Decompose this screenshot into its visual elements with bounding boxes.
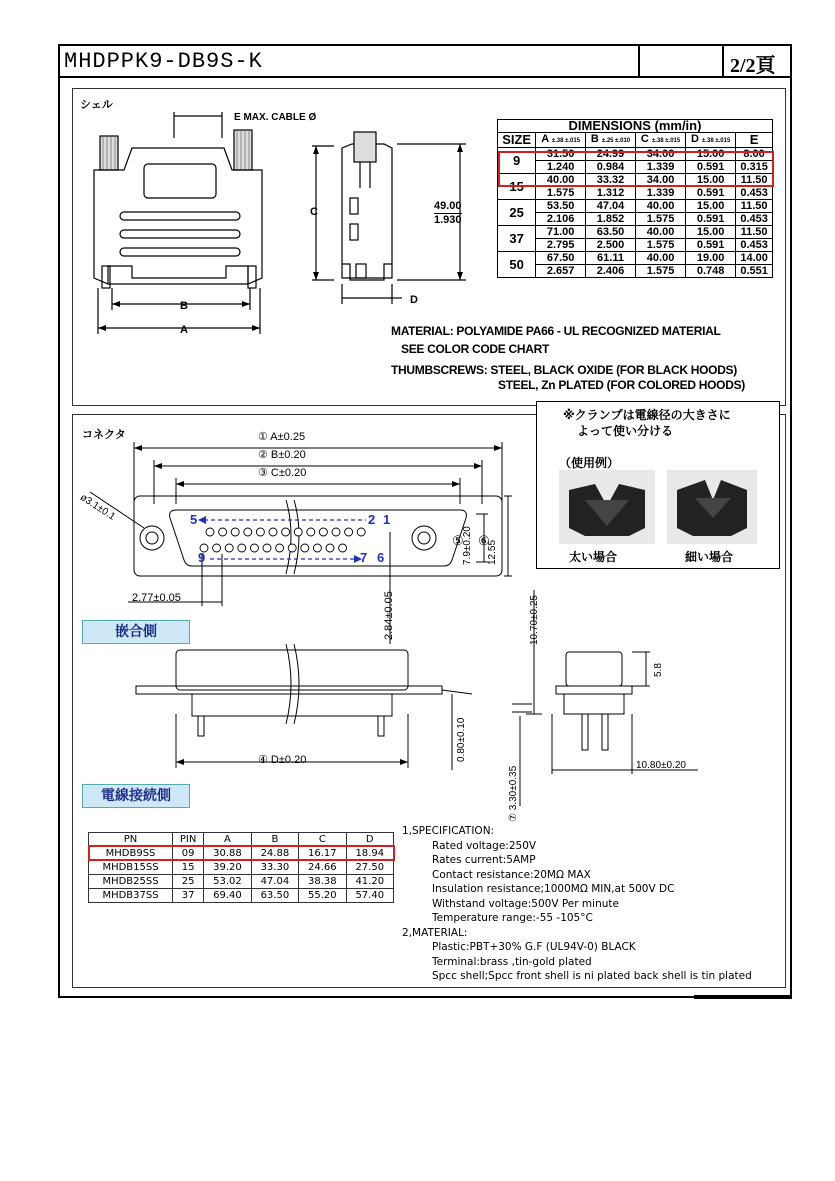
pin-hole bbox=[206, 528, 214, 536]
dim-cell: 34.00 bbox=[636, 148, 686, 161]
material-text: MATERIAL: POLYAMIDE PA66 - UL RECOGNIZED MATERIAL bbox=[391, 324, 721, 338]
pin-hole bbox=[244, 528, 252, 536]
dim-cell: 15.00 bbox=[686, 174, 736, 187]
clamp-thin: 細い場合 bbox=[685, 550, 734, 564]
table-row bbox=[89, 861, 394, 875]
pn-cell: MHDB15SS bbox=[89, 861, 173, 875]
dim-cell: 0.315 bbox=[736, 161, 773, 174]
pn-cell: 53.02 bbox=[204, 875, 251, 889]
pin-hole bbox=[238, 544, 246, 552]
pn-cell: 38.38 bbox=[299, 875, 346, 889]
size-cell: 37 bbox=[498, 226, 536, 252]
dim-b: ② B±0.20 bbox=[258, 449, 306, 461]
pn-cell: 33.30 bbox=[251, 861, 298, 875]
dim-cell: 40.00 bbox=[636, 226, 686, 239]
page-number: 2/2頁 bbox=[730, 55, 776, 77]
dim-a: ① A±0.25 bbox=[258, 431, 306, 443]
dim-row-mm bbox=[498, 200, 773, 213]
dim-c: ③ C±0.20 bbox=[258, 467, 307, 479]
material-heading: 2,MATERIAL: bbox=[402, 926, 468, 939]
pn-cell: 18.94 bbox=[346, 847, 393, 861]
pn-cell: MHDB25SS bbox=[89, 875, 173, 889]
dim-cell: 1.575 bbox=[636, 239, 686, 252]
size-cell: 9 bbox=[498, 148, 536, 174]
pn-cell: 57.40 bbox=[346, 889, 393, 903]
dim-cell: 1.575 bbox=[636, 265, 686, 278]
dim-cell: 2.500 bbox=[585, 239, 635, 252]
dim-1070: 10.70±0.25 bbox=[529, 595, 540, 645]
clamp-usage: （使用例） bbox=[559, 456, 620, 470]
dim-79: 7.9±0.20 bbox=[462, 526, 473, 565]
pin-hole bbox=[231, 528, 239, 536]
dim-row-in bbox=[498, 187, 773, 200]
pn-cell: 15 bbox=[173, 861, 204, 875]
dim-cell: 2.795 bbox=[536, 239, 586, 252]
pin-hole bbox=[263, 544, 271, 552]
dim-cell: 67.50 bbox=[536, 252, 586, 265]
pn-header: PIN bbox=[173, 833, 204, 847]
pin-hole bbox=[282, 528, 290, 536]
pn-cell: 55.20 bbox=[299, 889, 346, 903]
pin-hole bbox=[288, 544, 296, 552]
pin-label-2: 2 bbox=[368, 512, 376, 527]
dim-cell: 40.00 bbox=[636, 200, 686, 213]
pn-cell: 25 bbox=[173, 875, 204, 889]
dim-cell: 11.50 bbox=[736, 200, 773, 213]
dim-cell: 53.50 bbox=[536, 200, 586, 213]
dim-cell: 0.591 bbox=[686, 213, 736, 226]
dim-cell: 1.339 bbox=[636, 161, 686, 174]
dim-cell: 31.50 bbox=[536, 148, 586, 161]
dim-cell: 34.00 bbox=[636, 174, 686, 187]
dim-cell: 15.00 bbox=[686, 148, 736, 161]
pn-header: A bbox=[204, 833, 251, 847]
dimensions-table: DIMENSIONS (mm/in) SIZE A ±.38 ±.015 B ±.25 ±.010 C ±.38 ±.015 D ±.38 ±.015 E 9 31.50 24.99 34.00 15.00 8.00 1.240 0.984 1.339 0.591 0.315 15 40.00 33.32 34.00 15.00 11.50 1.575 1.312 1.339 0.591 0.453 25 53.50 47.04 40.00 15.00 11.50 2.106 1.852 1.575 0.591 0.453 37 71.00 63.50 40.00 15.00 11.50 2.795 2.500 1.575 0.591 0.453 50 67.50 61.11 40.00 19.00 14.00 2.657 2.406 1.575 0.748 0.551 bbox=[497, 119, 773, 278]
pin-hole bbox=[276, 544, 284, 552]
pin-label-9: 9 bbox=[198, 550, 206, 565]
pn-cell: 24.88 bbox=[251, 847, 298, 861]
dim-330: ⑦ 3.30±0.35 bbox=[508, 765, 519, 822]
highlight-mhdb9ss bbox=[88, 845, 395, 861]
mating-side-label: 嵌合側 bbox=[82, 620, 190, 644]
dim-1255: 12.55 bbox=[487, 539, 498, 565]
dim-cell: 2.106 bbox=[536, 213, 586, 226]
b-label: B bbox=[180, 300, 188, 312]
clamp-note-2: よって使い分ける bbox=[577, 424, 674, 438]
shell-label: シェル bbox=[80, 98, 113, 111]
dim-cell: 63.50 bbox=[585, 226, 635, 239]
pin-hole bbox=[256, 528, 264, 536]
dim-row-in bbox=[498, 265, 773, 278]
dim-row-in bbox=[498, 213, 773, 226]
color-code-text: SEE COLOR CODE CHART bbox=[401, 342, 550, 356]
dim-cell: 19.00 bbox=[686, 252, 736, 265]
spec-line: Rated voltage:250V bbox=[432, 839, 537, 852]
pin-hole bbox=[326, 544, 334, 552]
pn-cell: 69.40 bbox=[204, 889, 251, 903]
pin-hole bbox=[307, 528, 315, 536]
dim-cell: 33.32 bbox=[585, 174, 635, 187]
dim-cell: 0.591 bbox=[686, 239, 736, 252]
connector-label: コネクタ bbox=[82, 428, 126, 441]
dim-cell: 15.00 bbox=[686, 200, 736, 213]
document-title: MHDPPK9-DB9S-K bbox=[64, 49, 263, 74]
dim-row-mm bbox=[498, 252, 773, 265]
pin-hole bbox=[294, 528, 302, 536]
dim-cell: 61.11 bbox=[585, 252, 635, 265]
dim-cell: 1.312 bbox=[585, 187, 635, 200]
pn-cell: MHDB37SS bbox=[89, 889, 173, 903]
c-label: C bbox=[310, 206, 318, 218]
pin-hole bbox=[319, 528, 327, 536]
pin-label-1: 1 bbox=[383, 512, 391, 527]
dim-cell: 0.551 bbox=[736, 265, 773, 278]
size-cell: 25 bbox=[498, 200, 536, 226]
pn-header: B bbox=[251, 833, 298, 847]
dim-5: ⑤ bbox=[452, 533, 464, 548]
dim-cell: 0.453 bbox=[736, 239, 773, 252]
dim-cell: 11.50 bbox=[736, 174, 773, 187]
dim-cell: 0.984 bbox=[585, 161, 635, 174]
dim-cell: 40.00 bbox=[536, 174, 586, 187]
pn-header: D bbox=[346, 833, 393, 847]
dim-cell: 0.453 bbox=[736, 213, 773, 226]
dim-080: 0.80±0.10 bbox=[456, 717, 467, 762]
pn-cell: 16.17 bbox=[299, 847, 346, 861]
pin-hole bbox=[357, 528, 365, 536]
clamp-note-1: ※クランプは電線径の大きさに bbox=[563, 408, 731, 422]
dim-cell: 1.575 bbox=[536, 187, 586, 200]
thumbscrews-text-2: STEEL, Zn PLATED (FOR COLORED HOODS) bbox=[498, 378, 745, 392]
material-line: Terminal:brass ,tin-gold plated bbox=[432, 955, 592, 968]
dim-1080: 10.80±0.20 bbox=[636, 760, 686, 771]
dim-cell: 15.00 bbox=[686, 226, 736, 239]
pn-header: C bbox=[299, 833, 346, 847]
pin-hole bbox=[339, 544, 347, 552]
pin-hole bbox=[219, 528, 227, 536]
dim-d: ④ D±0.20 bbox=[258, 754, 307, 766]
title-bar bbox=[58, 44, 792, 78]
dim-row: 2.84±0.05 bbox=[383, 591, 395, 640]
pin-hole bbox=[345, 528, 353, 536]
pn-cell: 39.20 bbox=[204, 861, 251, 875]
dim-cell: 40.00 bbox=[636, 252, 686, 265]
dim-6: ⑥ bbox=[478, 533, 490, 548]
spec-line: Temperature range:-55 -105°C bbox=[432, 912, 593, 924]
dim-58: 5.8 bbox=[653, 663, 664, 677]
a-label: A bbox=[180, 324, 188, 336]
pin-hole bbox=[313, 544, 321, 552]
dim-cell: 1.852 bbox=[585, 213, 635, 226]
height-mm: 49.00 bbox=[434, 200, 462, 212]
pn-table bbox=[88, 832, 394, 903]
col-e: E bbox=[736, 133, 773, 148]
pn-cell: 47.04 bbox=[251, 875, 298, 889]
height-in: 1.930 bbox=[434, 214, 462, 226]
pn-header: PN bbox=[89, 833, 173, 847]
clamp-panel bbox=[536, 401, 780, 569]
dim-cell: 0.591 bbox=[686, 161, 736, 174]
pn-cell: 41.20 bbox=[346, 875, 393, 889]
dim-cell: 1.575 bbox=[636, 213, 686, 226]
pn-cell: 27.50 bbox=[346, 861, 393, 875]
material-line: Plastic:PBT+30% G.F (UL94V-0) BLACK bbox=[432, 941, 636, 953]
spec-line: Contact resistance:20MΩ MAX bbox=[432, 868, 591, 881]
spec-line: Insulation resistance;1000MΩ MIN,at 500V DC bbox=[432, 883, 675, 895]
pin-label-5: 5 bbox=[190, 512, 198, 527]
highlight-size-9 bbox=[498, 151, 774, 187]
size-cell: 15 bbox=[498, 174, 536, 200]
dim-cell: 71.00 bbox=[536, 226, 586, 239]
clamp-thick: 太い場合 bbox=[569, 550, 618, 564]
dimensions-title: DIMENSIONS (mm/in) bbox=[498, 120, 773, 133]
pin-label-6: 6 bbox=[377, 550, 385, 565]
wire-side-label: 電線接続側 bbox=[82, 784, 190, 808]
spec-line: Withstand voltage:500V Per minute bbox=[432, 897, 619, 910]
pin-hole bbox=[250, 544, 258, 552]
pn-cell: 24.66 bbox=[299, 861, 346, 875]
dim-cell: 0.453 bbox=[736, 187, 773, 200]
spec-line: Rates current:5AMP bbox=[432, 854, 536, 866]
pn-cell: 37 bbox=[173, 889, 204, 903]
bottom-bar bbox=[694, 995, 792, 999]
emax-label: E MAX. CABLE Ø bbox=[234, 112, 317, 123]
pin-label-7: 7 bbox=[360, 550, 368, 565]
pn-cell: 30.88 bbox=[204, 847, 251, 861]
dim-cell: 11.50 bbox=[736, 226, 773, 239]
dim-cell: 0.591 bbox=[686, 187, 736, 200]
pn-cell: 09 bbox=[173, 847, 204, 861]
dim-row-mm bbox=[498, 226, 773, 239]
pin-hole bbox=[269, 528, 277, 536]
pin-hole bbox=[213, 544, 221, 552]
pin-hole bbox=[332, 528, 340, 536]
thumbscrews-text: THUMBSCREWS: STEEL, BLACK OXIDE (FOR BLACK HOODS) bbox=[391, 363, 737, 377]
pn-cell: 63.50 bbox=[251, 889, 298, 903]
dim-cell: 2.657 bbox=[536, 265, 586, 278]
table-row bbox=[89, 889, 394, 903]
dim-cell: 1.240 bbox=[536, 161, 586, 174]
dim-cell: 1.339 bbox=[636, 187, 686, 200]
dim-pitch: 2.77±0.05 bbox=[132, 592, 181, 604]
d-label: D bbox=[410, 294, 418, 306]
pin-hole bbox=[301, 544, 309, 552]
dim-cell: 2.406 bbox=[585, 265, 635, 278]
clamp-photos bbox=[559, 470, 757, 548]
dim-hole: ø3.1±0.1 bbox=[78, 492, 118, 523]
size-cell: 50 bbox=[498, 252, 536, 278]
pin-hole bbox=[225, 544, 233, 552]
dim-row-in bbox=[498, 239, 773, 252]
table-row bbox=[89, 875, 394, 889]
dim-cell: 0.748 bbox=[686, 265, 736, 278]
spec-heading: 1,SPECIFICATION: bbox=[402, 825, 495, 837]
col-size: SIZE bbox=[498, 133, 536, 148]
pn-cell: MHDB9SS bbox=[89, 847, 173, 861]
material-line: Spcc shell;Spcc front shell is ni plated back shell is tin plated bbox=[432, 970, 752, 982]
dim-cell: 8.00 bbox=[736, 148, 773, 161]
specification bbox=[402, 824, 752, 984]
dim-cell: 24.99 bbox=[585, 148, 635, 161]
dim-cell: 47.04 bbox=[585, 200, 635, 213]
dim-cell: 14.00 bbox=[736, 252, 773, 265]
